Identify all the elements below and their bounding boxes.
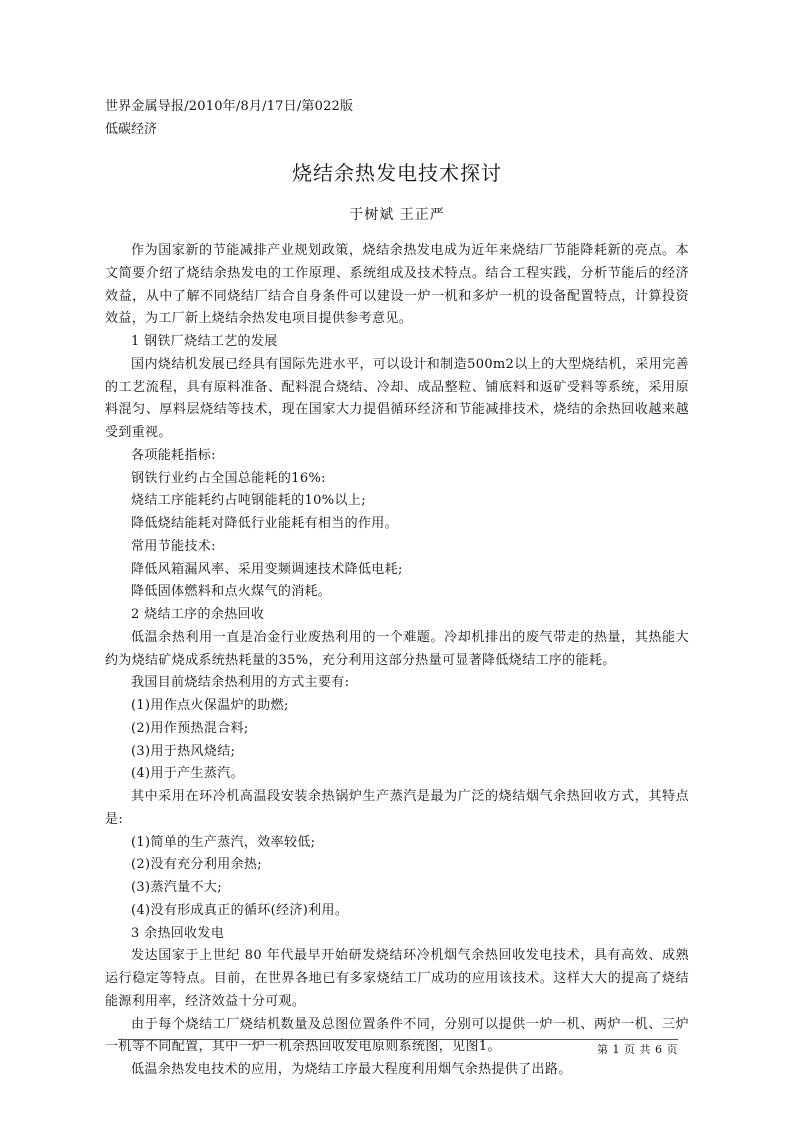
list-item: 降低烧结能耗对降低行业能耗有相当的作用。	[131, 516, 399, 531]
list-item: (3)蒸汽量不大;	[131, 880, 222, 895]
list-item: 降低风箱漏风率、采用变频调速技术降低电耗;	[131, 561, 403, 577]
publication-source: 世界金属导报/2010年/8月/17日/第022版	[105, 99, 354, 114]
paragraph: 由于每个烧结工厂烧结机数量及总图位置条件不同，分别可以提供一炉一机、两炉一机、三炉一机等不同配置，其中一炉一机余热回收发电原则系统图，见图1。	[105, 1016, 689, 1055]
article-body	[105, 240, 689, 1082]
footer-divider	[118, 1039, 678, 1040]
list-item: (2)没有充分利用余热;	[131, 857, 262, 873]
paragraph: 低温余热利用一直是冶金行业废热利用的一个难题。冷却机排出的废气带走的热量，其热能大约为烧结矿烧成系统热耗量的35%，充分利用这部分热量可显著降低烧结工序的能耗。	[105, 629, 689, 668]
list-item: 烧结工序能耗约占吨钢能耗的10%以上;	[131, 493, 366, 509]
list-heading: 常用节能技术:	[131, 538, 216, 554]
column-name: 低碳经济	[105, 122, 158, 137]
list-item: (1)简单的生产蒸汽，效率较低;	[131, 834, 316, 850]
list-item: 钢铁行业约占全国总能耗的16%:	[131, 470, 326, 486]
article-title: 烧结余热发电技术探讨	[292, 161, 502, 185]
list-item: (3)用于热风烧结;	[131, 743, 236, 759]
paragraph: 其中采用在环冷机高温段安装余热锅炉生产蒸汽是最为广泛的烧结烟气余热回收方式，其特点是:	[105, 789, 689, 827]
paragraph: 作为国家新的节能减排产业规划政策，烧结余热发电成为近年来烧结厂节能降耗新的亮点。本文简要介绍了烧结余热发电的工作原理、系统组成及技术特点。结合工程实践，分析节能后的经济效益，从中了解不同烧结厂结合自身条件可以建设一炉一机和多炉一机的设备配置特点，计算投资效益，为工厂新上烧结余热发电项目提供参考意见。	[105, 243, 689, 327]
paragraph: 国内烧结机发展已经具有国际先进水平，可以设计和制造500m2以上的大型烧结机，采用完善的工艺流程，具有原料准备、配料混合烧结、冷却、成品整粒、铺底料和返矿受料等系统，采用原料混匀、厚料层烧结等技术，现在国家大力提倡循环经济和节能减排技术，烧结的余热回收越来越受到重视。	[105, 356, 689, 440]
article-authors: 于树斌 王正严	[349, 207, 445, 223]
paragraph: 发达国家于上世纪 80 年代最早开始研发烧结环冷机烟气余热回收发电技术，具有高效、成熟运行稳定等特点。目前，在世界各地已有多家烧结工厂成功的应用该技术。这样大大的提高了烧结能源利用率，经济效益十分可观。	[105, 948, 689, 1009]
list-heading: 我国目前烧结余热利用的方式主要有:	[131, 675, 350, 691]
list-item: (4)没有形成真正的循环(经济)利用。	[131, 902, 349, 918]
page-number: 第 1 页 共 6 页	[597, 1043, 678, 1056]
list-item: (2)用作预热混合料;	[131, 720, 249, 736]
section-heading: 1 钢铁厂烧结工艺的发展	[131, 334, 278, 349]
list-item: (4)用于产生蒸汽。	[131, 766, 244, 782]
list-item: (1)用作点火保温炉的助燃;	[131, 698, 289, 713]
section-heading: 2 烧结工序的余热回收	[131, 607, 265, 622]
list-item: 降低固体燃料和点火煤气的消耗。	[131, 584, 332, 600]
paragraph: 低温余热发电技术的应用，为烧结工序最大程度利用烟气余热提供了出路。	[131, 1062, 572, 1077]
section-heading: 3 余热回收发电	[131, 925, 225, 941]
list-heading: 各项能耗指标:	[131, 447, 216, 463]
